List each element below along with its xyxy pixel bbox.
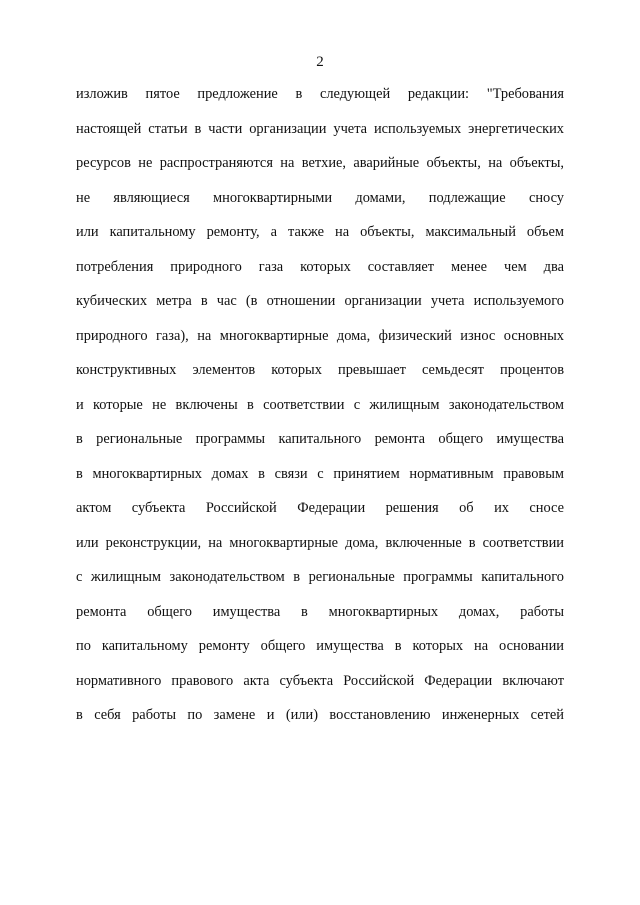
text-line: настоящей статьи в части организации учета используемых энергетических	[76, 120, 564, 137]
text-line: нормативного правового акта субъекта Российской Федерации включают	[76, 672, 564, 689]
text-line: кубических метра в час (в отношении организации учета используемого	[76, 293, 564, 309]
text-line: с жилищным законодательством в региональные программы капитального	[76, 569, 564, 585]
text-line: потребления природного газа которых составляет менее чем два	[76, 258, 564, 275]
text-line: конструктивных элементов которых превышает семьдесят процентов	[76, 362, 564, 378]
text-line: или реконструкции, на многоквартирные дома, включенные в соответствии	[76, 534, 564, 551]
page-number: 2	[316, 54, 324, 70]
text-line: ремонта общего имущества в многоквартирных домах, работы	[76, 603, 564, 620]
text-line: или капитальному ремонту, а также на объекты, максимальный объем	[76, 224, 564, 240]
text-line: в многоквартирных домах в связи с принятием нормативным правовым	[76, 465, 564, 482]
text-line: изложив пятое предложение в следующей редакции: "Требования	[76, 86, 564, 102]
text-line: актом субъекта Российской Федерации решения об их сносе	[76, 500, 564, 516]
body-text	[76, 82, 564, 738]
text-line: и которые не включены в соответствии с жилищным законодательством	[76, 396, 564, 413]
text-line: в себя работы по замене и (или) восстановлению инженерных сетей	[76, 707, 564, 723]
text-line: не являющиеся многоквартирными домами, подлежащие сносу	[76, 189, 564, 206]
text-line: в региональные программы капитального ремонта общего имущества	[76, 431, 564, 447]
text-line: ресурсов не распространяются на ветхие, аварийные объекты, на объекты,	[76, 155, 564, 171]
text-line: природного газа), на многоквартирные дома, физический износ основных	[76, 327, 564, 344]
text-line: по капитальному ремонту общего имущества в которых на основании	[76, 638, 564, 654]
